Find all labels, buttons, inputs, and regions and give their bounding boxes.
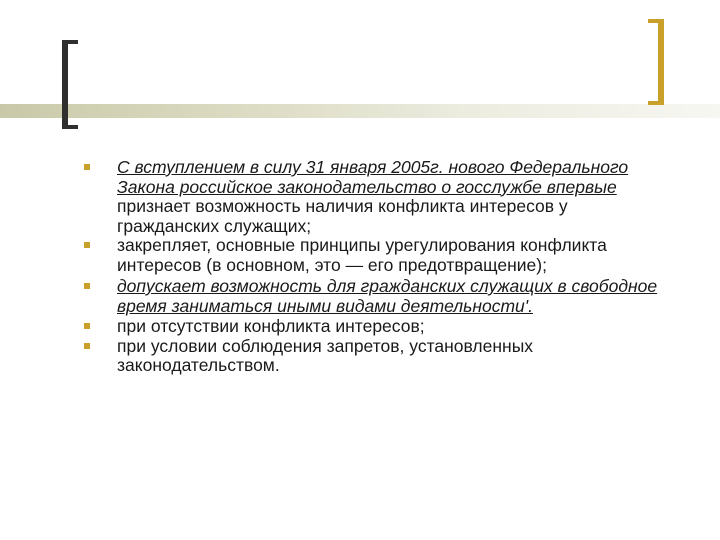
item-text: закрепляет, основные принципы урегулирования конфликта интересов (в основном, это — его предотвращение); — [117, 235, 607, 275]
item-text: при отсутствии конфликта интересов; — [117, 316, 425, 336]
list-item — [80, 337, 660, 376]
square-bullet-icon — [84, 164, 90, 170]
square-bullet-icon — [84, 283, 90, 289]
item-emphasis-text: С вступлением в силу 31 января 2005г. нового Федерального Закона российское законодательство о госслужбе впервые — [117, 157, 629, 197]
list-item — [80, 158, 660, 236]
list-item — [80, 236, 660, 275]
square-bullet-icon — [84, 343, 90, 349]
square-bullet-icon — [84, 323, 90, 329]
header-band — [0, 104, 720, 118]
item-text: при условии соблюдения запретов, установленных законодательством. — [117, 335, 534, 375]
item-emphasis-text: допускает возможность для гражданских служащих в свободное время заниматься иными видами деятельности'. — [117, 276, 658, 316]
bullet-list — [80, 158, 660, 376]
square-bullet-icon — [84, 242, 90, 248]
list-item — [80, 317, 660, 337]
item-text: признает возможность наличия конфликта интересов у гражданских служащих; — [117, 196, 568, 236]
list-item — [80, 277, 660, 316]
